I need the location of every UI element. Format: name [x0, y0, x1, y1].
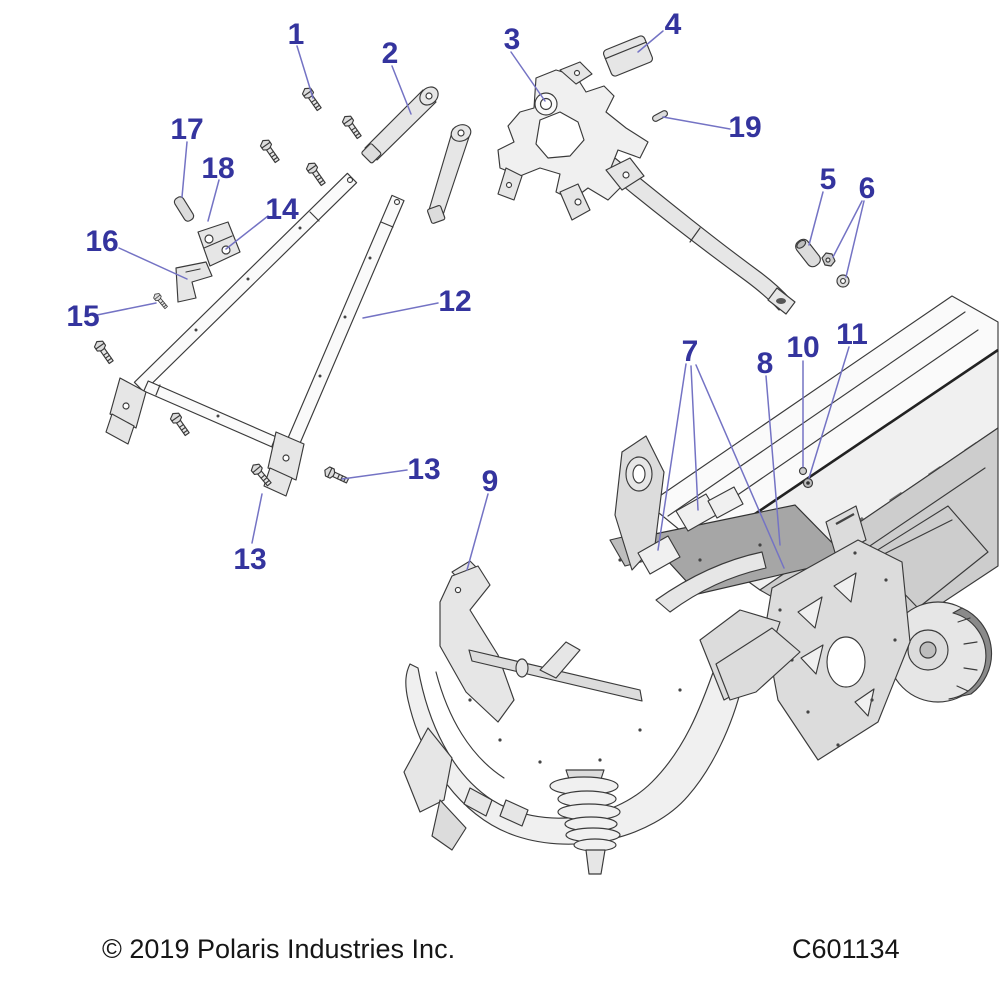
callout-1: 1 — [287, 18, 305, 51]
callout-8: 8 — [756, 347, 774, 380]
callout-16: 16 — [85, 225, 119, 258]
bolt-part-13a — [323, 466, 350, 486]
callout-17: 17 — [170, 113, 204, 146]
callout-5: 5 — [819, 163, 837, 196]
callout-15: 15 — [66, 300, 100, 333]
callout-13a: 13 — [407, 453, 441, 486]
bolt-part-1d — [305, 161, 328, 187]
bolt-part-1b — [341, 114, 364, 140]
link-part-2a — [361, 83, 442, 163]
callout-12: 12 — [438, 285, 472, 318]
link-part-2b — [427, 122, 473, 224]
callout-14: 14 — [265, 193, 299, 226]
callout-3: 3 — [503, 23, 521, 56]
callout-4: 4 — [664, 8, 682, 41]
pin-part-17 — [173, 195, 195, 222]
callout-6: 6 — [858, 172, 876, 205]
washer-part-6b — [837, 275, 849, 287]
part-code-text: C601134 — [792, 934, 900, 964]
bracket-part-18-14 — [198, 222, 240, 266]
bolt-aframe-mid — [169, 411, 192, 437]
bracket-part-16 — [176, 262, 212, 302]
callout-19: 19 — [728, 111, 762, 144]
copyright-text: © 2019 Polaris Industries Inc. — [102, 934, 456, 964]
bolt-aframe-left — [93, 339, 116, 365]
stud-part-15 — [152, 292, 169, 310]
a-frame-assembly — [106, 173, 404, 496]
callout-18: 18 — [201, 152, 235, 185]
plate-part-4 — [602, 35, 653, 77]
callout-9: 9 — [481, 465, 499, 498]
pin-part-19 — [652, 110, 669, 123]
spacer-part-5 — [793, 237, 823, 269]
callout-13b: 13 — [233, 543, 267, 576]
bolt-part-1a — [301, 86, 324, 112]
a-frame-crossbar — [144, 381, 290, 453]
steering-support-casting — [498, 62, 795, 314]
bolt-part-1c — [259, 138, 282, 164]
front-bulkhead-casting — [404, 543, 800, 874]
callout-10: 10 — [786, 331, 820, 364]
chassis-assembly — [404, 296, 998, 874]
callout-2: 2 — [381, 37, 399, 70]
callout-11: 11 — [836, 318, 868, 351]
nut-part-6a — [822, 253, 835, 266]
callout-7: 7 — [681, 335, 699, 368]
